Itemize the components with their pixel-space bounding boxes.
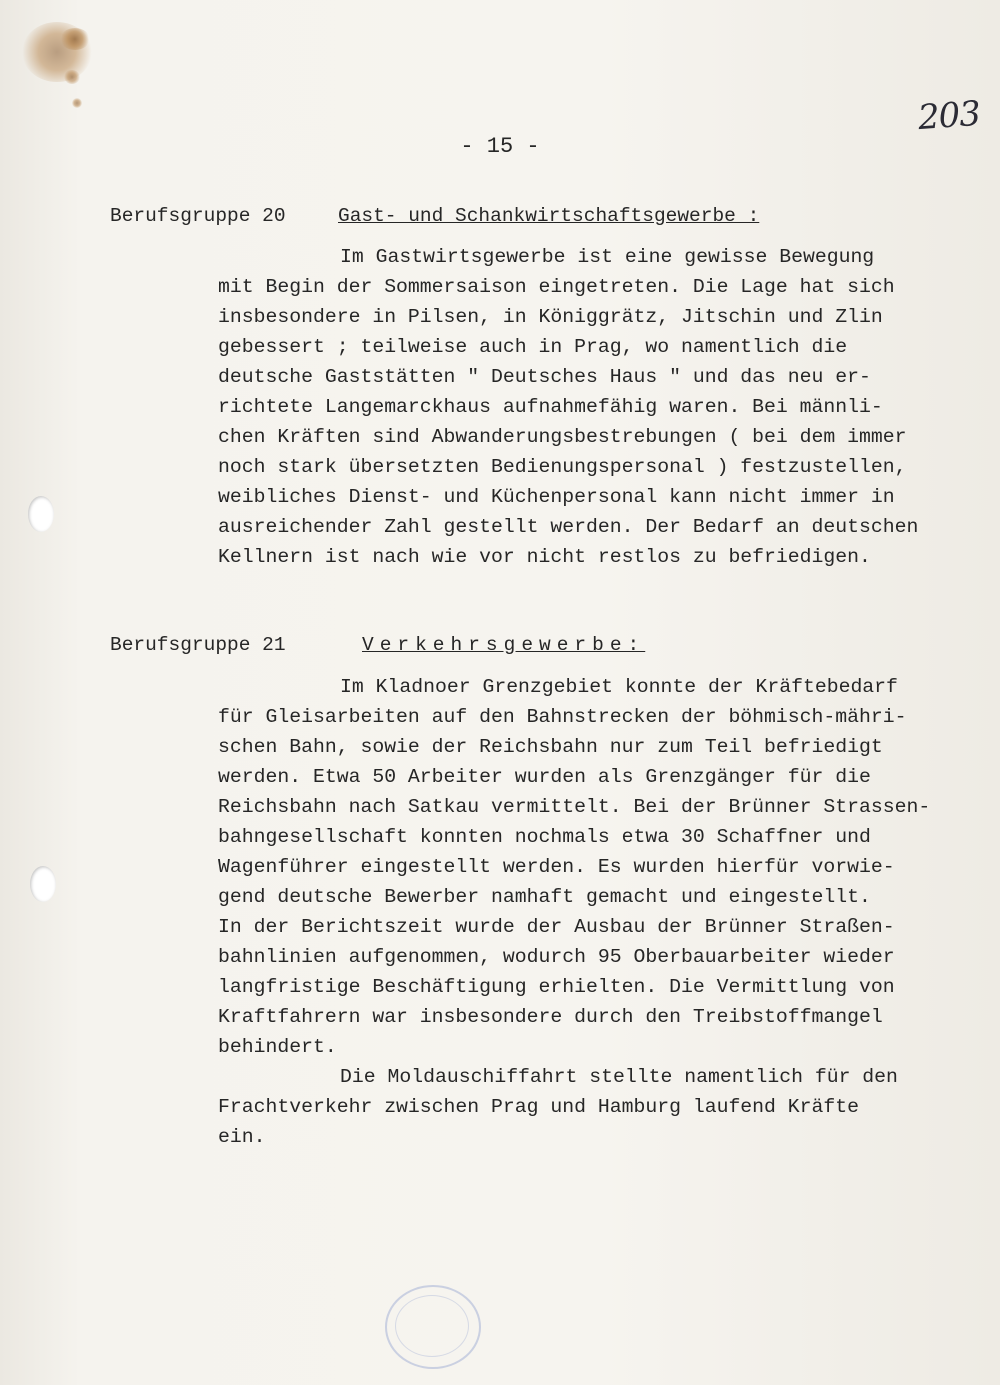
- section-title: Verkehrsgewerbe:: [362, 634, 646, 656]
- text-line: behindert.: [218, 1036, 337, 1058]
- text-line: schen Bahn, sowie der Reichsbahn nur zum Teil befriedigt: [218, 736, 883, 758]
- text-line: Kraftfahrern war insbesondere durch den Treibstoffmangel: [218, 1006, 883, 1028]
- text-line: bahngesellschaft konnten nochmals etwa 30 Schaffner und: [218, 826, 871, 848]
- text-line: langfristige Beschäftigung erhielten. Die Vermittlung von: [218, 976, 895, 998]
- section-group-label: Berufsgruppe 21: [110, 634, 286, 656]
- text-line: Im Kladnoer Grenzgebiet konnte der Kräftebedarf: [340, 676, 898, 698]
- text-line: In der Berichtszeit wurde der Ausbau der Brünner Straßen-: [218, 916, 895, 938]
- text-line: Frachtverkehr zwischen Prag und Hamburg laufend Kräfte: [218, 1096, 860, 1118]
- section-title: Gast- und Schankwirtschaftsgewerbe :: [338, 205, 760, 227]
- text-line: insbesondere in Pilsen, in Königgrätz, Jitschin und Zlin: [218, 306, 883, 328]
- text-line: noch stark übersetzten Bedienungspersonal ) festzustellen,: [218, 456, 907, 478]
- text-line: chen Kräften sind Abwanderungsbestrebungen ( bei dem immer: [218, 426, 907, 448]
- rust-stain: [72, 98, 82, 108]
- punch-hole: [30, 866, 56, 902]
- text-line: Wagenführer eingestellt werden. Es wurden hierfür vorwie-: [218, 856, 895, 878]
- punch-hole: [28, 496, 54, 532]
- text-line: gend deutsche Bewerber namhaft gemacht und eingestellt.: [218, 886, 871, 908]
- text-line: richtete Langemarckhaus aufnahmefähig waren. Bei männli-: [218, 396, 883, 418]
- text-line: ein.: [218, 1126, 266, 1148]
- section-group-label: Berufsgruppe 20: [110, 205, 286, 227]
- text-line: Kellnern ist nach wie vor nicht restlos zu befriedigen.: [218, 546, 871, 568]
- text-line: bahnlinien aufgenommen, wodurch 95 Oberbauarbeiter wieder: [218, 946, 895, 968]
- text-line: Die Moldauschiffahrt stellte namentlich für den: [340, 1066, 898, 1088]
- text-line: mit Begin der Sommersaison eingetreten. Die Lage hat sich: [218, 276, 895, 298]
- text-line: Im Gastwirtsgewerbe ist eine gewisse Bewegung: [340, 246, 875, 268]
- rust-stain: [64, 70, 80, 84]
- rust-stain: [60, 28, 90, 50]
- text-line: weibliches Dienst- und Küchenpersonal kann nicht immer in: [218, 486, 895, 508]
- folio-number: 203: [916, 93, 982, 139]
- faded-stamp-inner: [395, 1295, 469, 1357]
- text-line: ausreichender Zahl gestellt werden. Der Bedarf an deutschen: [218, 516, 919, 538]
- text-line: gebessert ; teilweise auch in Prag, wo namentlich die: [218, 336, 848, 358]
- text-line: für Gleisarbeiten auf den Bahnstrecken der böhmisch-mähri-: [218, 706, 907, 728]
- text-line: werden. Etwa 50 Arbeiter wurden als Grenzgänger für die: [218, 766, 871, 788]
- text-line: Reichsbahn nach Satkau vermittelt. Bei der Brünner Strassen-: [218, 796, 931, 818]
- text-line: deutsche Gaststätten " Deutsches Haus " und das neu er-: [218, 366, 871, 388]
- page-number: - 15 -: [460, 134, 540, 159]
